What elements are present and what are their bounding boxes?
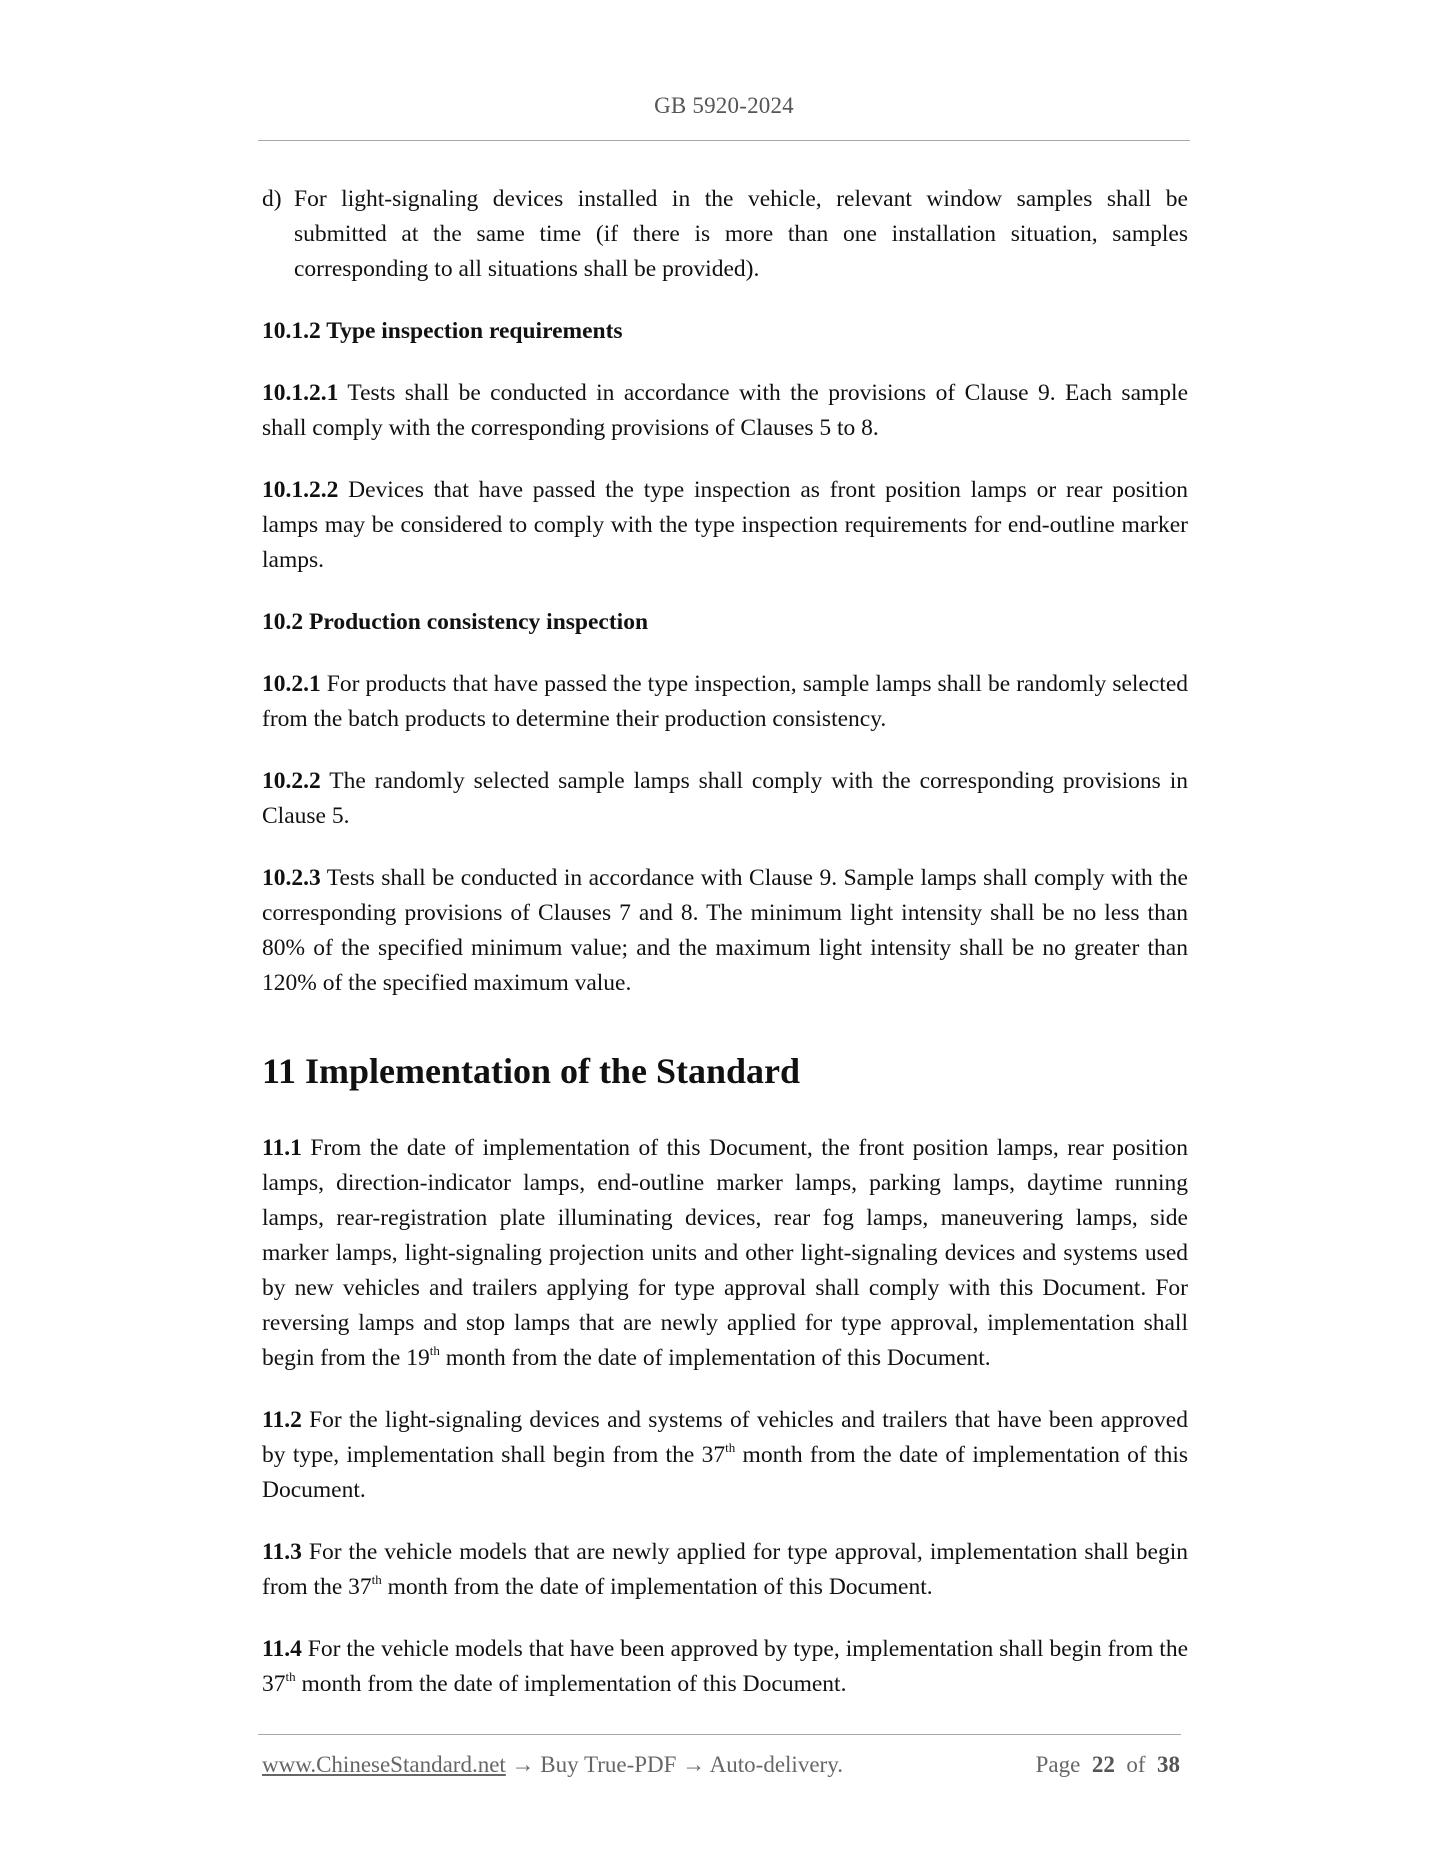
clause-text: The randomly selected sample lamps shall comply with the corresponding provisions in Clause 5. [262, 768, 1188, 829]
page-label: Page [1035, 1752, 1081, 1777]
clause-text: Tests shall be conducted in accordance with the provisions of Clause 9. Each sample shall comply with the corresponding provisions of Clauses 5 to 8. [262, 380, 1188, 441]
clause-number: 10.2.1 [262, 671, 321, 697]
clause-10-2-1 [262, 667, 1188, 737]
ordinal-suffix: th [371, 1572, 382, 1587]
subclause-heading-10-1-2: 10.1.2 Type inspection requirements [262, 318, 623, 344]
page-footer [262, 1752, 1182, 1778]
current-page: 22 [1091, 1752, 1115, 1777]
list-item-label: d) [262, 186, 282, 212]
ordinal-suffix: th [285, 1669, 296, 1684]
page-header: GB 5920-2024 [654, 93, 794, 118]
website-link[interactable]: www.ChineseStandard.net [262, 1752, 506, 1777]
clause-text: Devices that have passed the type inspection as front position lamps or rear position lamps may be considered to comply with the type inspection requirements for end-outline marker lamps. [262, 477, 1188, 573]
clause-number: 11.4 [262, 1636, 302, 1662]
clause-10-2-3 [262, 861, 1188, 1001]
clause-text: For the vehicle models that have been approved by type, implementation shall begin from the 37 [262, 1636, 1188, 1697]
clause-10-1-2-2 [262, 473, 1188, 578]
section-title-11: 11 Implementation of the Standard [262, 1051, 801, 1091]
list-item-text: For light-signaling devices installed in the vehicle, relevant window samples shall be submitted at the same time (if there is more than one installation situation, samples corresponding to all situations shall be provided). [294, 186, 1188, 282]
clause-text: From the date of implementation of this Document, the front position lamps, rear position lamps, direction-indicator lamps, end-outline marker lamps, parking lamps, daytime running lamps, rear-registration plate illuminating devices, rear fog lamps, maneuvering lamps, side marker lamps, light-signaling projection units and other light-signaling devices and systems used by new vehicles and trailers applying for type approval shall comply with this Document. For reversing lamps and stop lamps that are newly applied for type approval, implementation shall begin from the 19 [262, 1135, 1188, 1371]
clause-11-2 [262, 1403, 1188, 1508]
clause-number: 10.1.2.2 [262, 477, 339, 503]
clause-text-cont: month from the date of implementation of this Document. [381, 1574, 933, 1600]
clause-number: 10.1.2.1 [262, 380, 339, 406]
document-body [262, 182, 1188, 1729]
clause-11-1 [262, 1131, 1188, 1376]
page-counter [1036, 1752, 1180, 1778]
clause-11-3 [262, 1535, 1188, 1605]
clause-number: 11.3 [262, 1539, 302, 1565]
clause-text: For products that have passed the type inspection, sample lamps shall be randomly selected from the batch products to determine their production consistency. [262, 671, 1188, 732]
clause-text-cont: month from the date of implementation of this Document. [295, 1671, 847, 1697]
ordinal-suffix: th [429, 1343, 440, 1358]
of-label: of [1126, 1752, 1146, 1777]
clause-number: 10.2.2 [262, 768, 321, 794]
buy-pdf-text: Buy True-PDF [540, 1752, 677, 1777]
subclause-heading-10-2: 10.2 Production consistency inspection [262, 609, 649, 635]
clause-number: 11.1 [262, 1135, 302, 1161]
clause-number: 10.2.3 [262, 865, 321, 891]
clause-text-cont: month from the date of implementation of this Document. [262, 1442, 1189, 1503]
auto-delivery-text: Auto-delivery. [709, 1752, 843, 1777]
clause-text-cont: month from the date of implementation of this Document. [439, 1345, 991, 1371]
clause-number: 11.2 [262, 1407, 302, 1433]
footer-divider [258, 1734, 1181, 1735]
clause-text: Tests shall be conducted in accordance with Clause 9. Sample lamps shall comply with the corresponding provisions of Clauses 7 and 8. The minimum light intensity shall be no less than 80% of the specified minimum value; and the maximum light intensity shall be no greater than 120% of the specified maximum value. [262, 865, 1188, 996]
arrow-icon: → [505, 1752, 541, 1777]
clause-text: For the vehicle models that are newly applied for type approval, implementation shall begin from the 37 [262, 1539, 1188, 1600]
total-pages: 38 [1157, 1752, 1180, 1777]
list-item-d [262, 182, 1188, 287]
clause-10-1-2-1 [262, 376, 1188, 446]
header-divider [258, 140, 1190, 141]
clause-10-2-2 [262, 764, 1188, 834]
clause-text: For the light-signaling devices and systems of vehicles and trailers that have been approved by type, implementation shall begin from the 37 [262, 1407, 1188, 1468]
ordinal-suffix: th [725, 1440, 736, 1455]
arrow-icon: → [676, 1752, 710, 1777]
clause-11-4 [262, 1632, 1188, 1702]
